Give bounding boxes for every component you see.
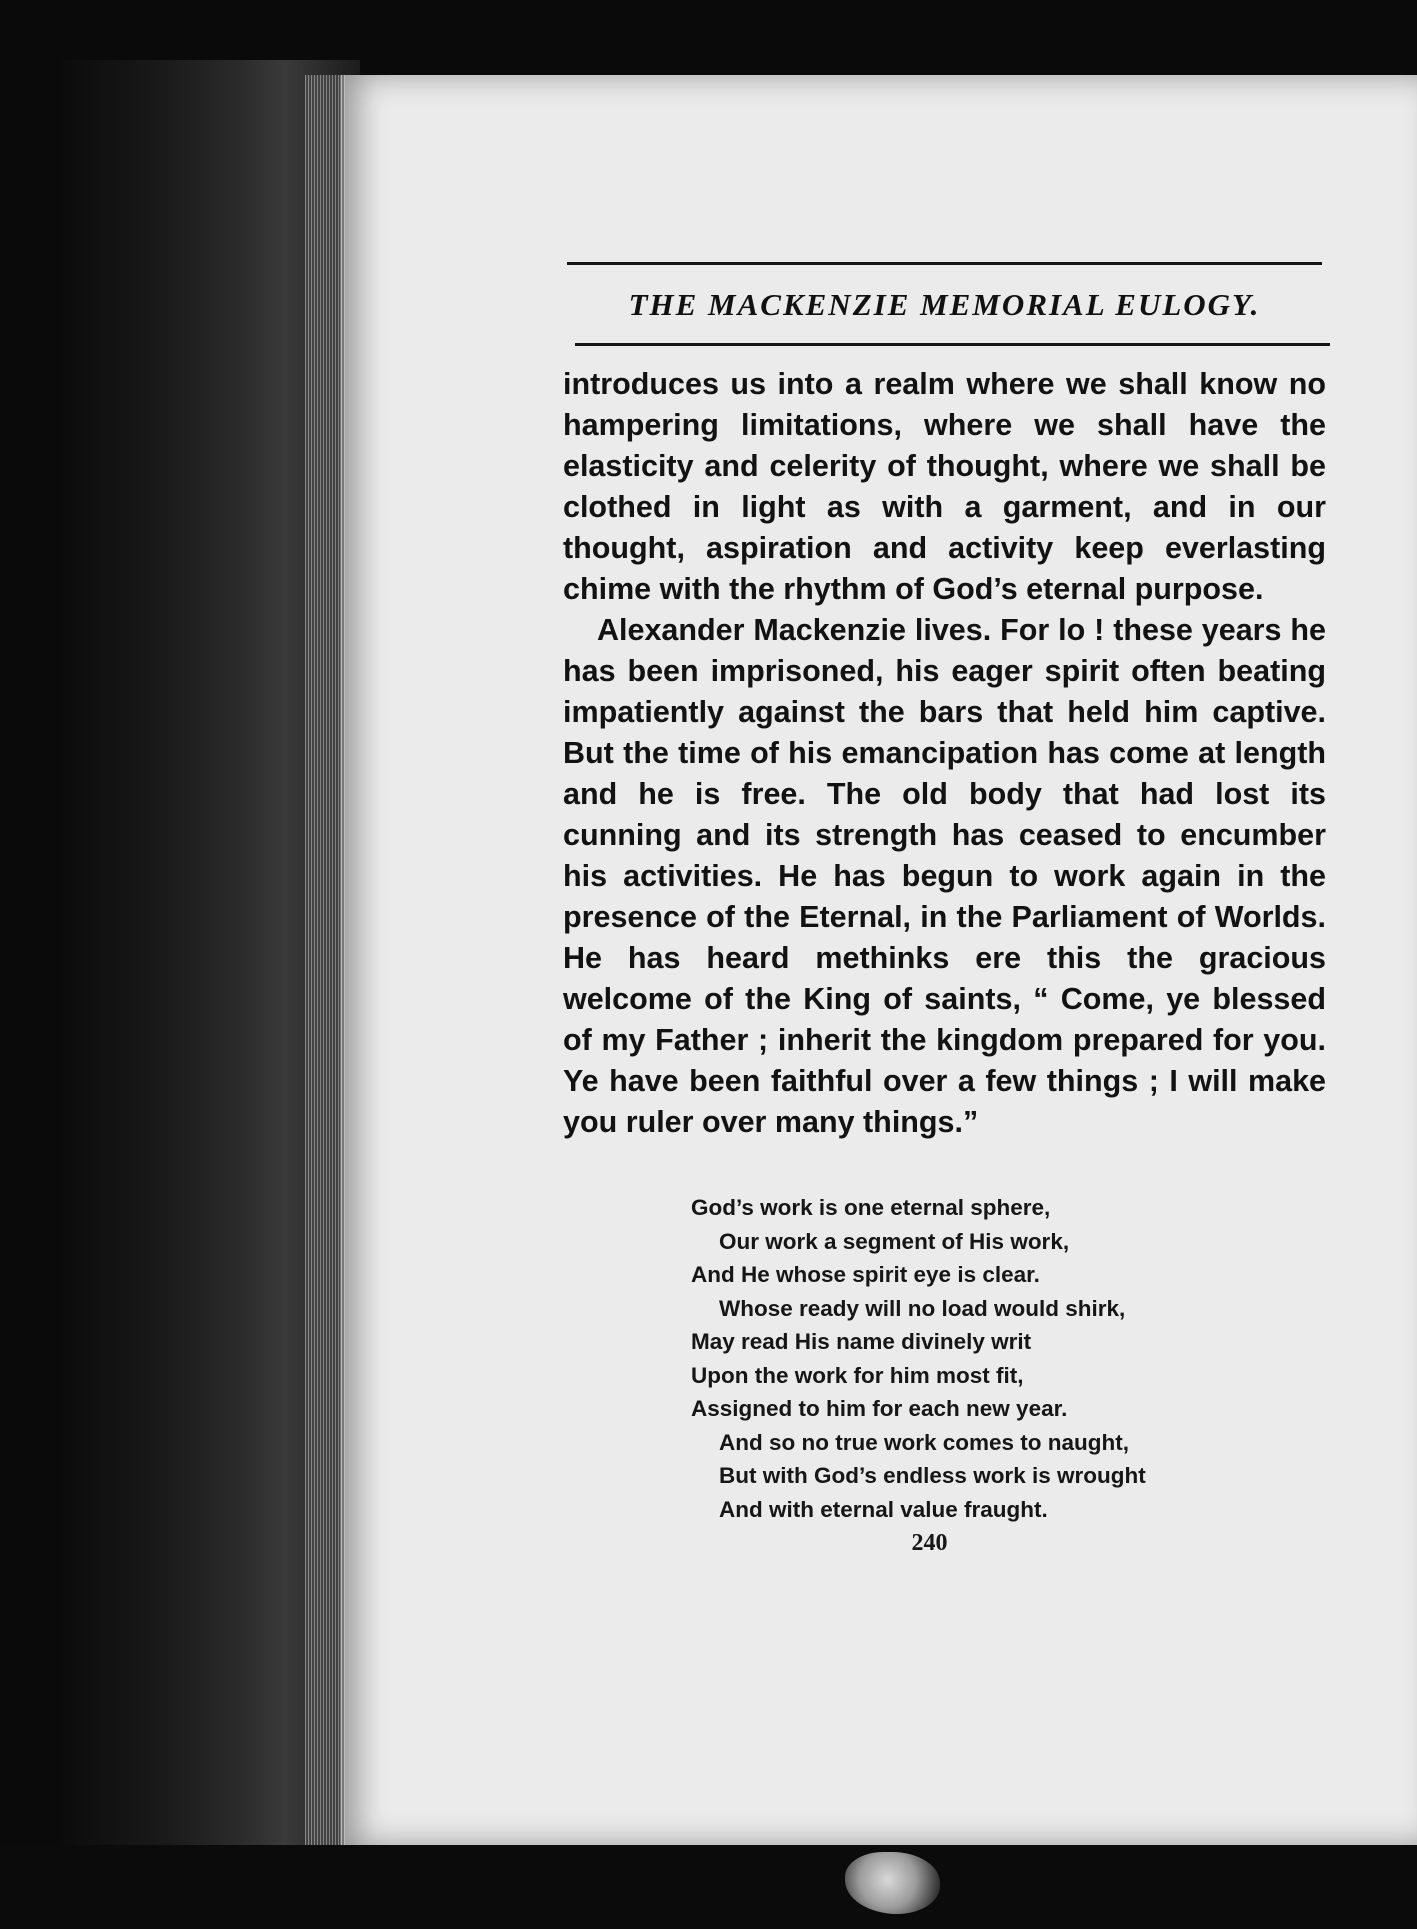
scan-bottom-shadow: [0, 1845, 1417, 1929]
poem-line: God’s work is one eternal sphere,: [691, 1195, 1051, 1220]
poem-line: And with eternal value fraught.: [719, 1496, 1048, 1522]
page-stack-edge: [305, 75, 345, 1845]
paragraph-continued: introduces us into a realm where we shall know no hampering limitations, where we shall have the elasticity and celerity of thought, where we shall be clothed in light as with a garment, and in our thought, aspiration and activity keep everlasting chime with the rhythm of God’s eternal purpose.: [563, 367, 1326, 606]
paragraph-mackenzie-lives: Alexander Mackenzie lives. For lo ! these years he has been imprisoned, his eager spirit often beating impatiently against the bars that held him captive. But the time of his emancipation has come at length and he is free. The old body that had lost its cunning and its strength has ceased to encumber his activities. He has begun to work again in the presence of the Eternal, in the Parliament of Worlds. He has heard methinks ere this the gracious welcome of the King of saints, “ Come, ye blessed of my Father ; inherit the kingdom prepared for you. Ye have been faithful over a few things ; I will make you ruler over many things.”: [563, 613, 1326, 1139]
page-content: [563, 262, 1326, 1557]
poem-line: And so no true work comes to naught,: [719, 1429, 1130, 1455]
page-number: 240: [911, 1530, 948, 1556]
poem-line: May read His name divinely writ: [691, 1329, 1032, 1354]
poem-line: Our work a segment of His work,: [719, 1228, 1070, 1254]
poem-line: Whose ready will no load would shirk,: [719, 1295, 1126, 1321]
body-text: [563, 364, 1326, 1143]
header-rule-bottom: [575, 343, 1330, 346]
poem-line: But with God’s endless work is wrought: [719, 1463, 1146, 1488]
poem: [691, 1191, 1326, 1526]
running-head: THE MACKENZIE MEMORIAL EULOGY.: [628, 287, 1261, 322]
poem-line: And He whose spirit eye is clear.: [691, 1262, 1040, 1287]
poem-line: Upon the work for him most fit,: [691, 1362, 1024, 1388]
poem-line: Assigned to him for each new year.: [691, 1396, 1068, 1421]
